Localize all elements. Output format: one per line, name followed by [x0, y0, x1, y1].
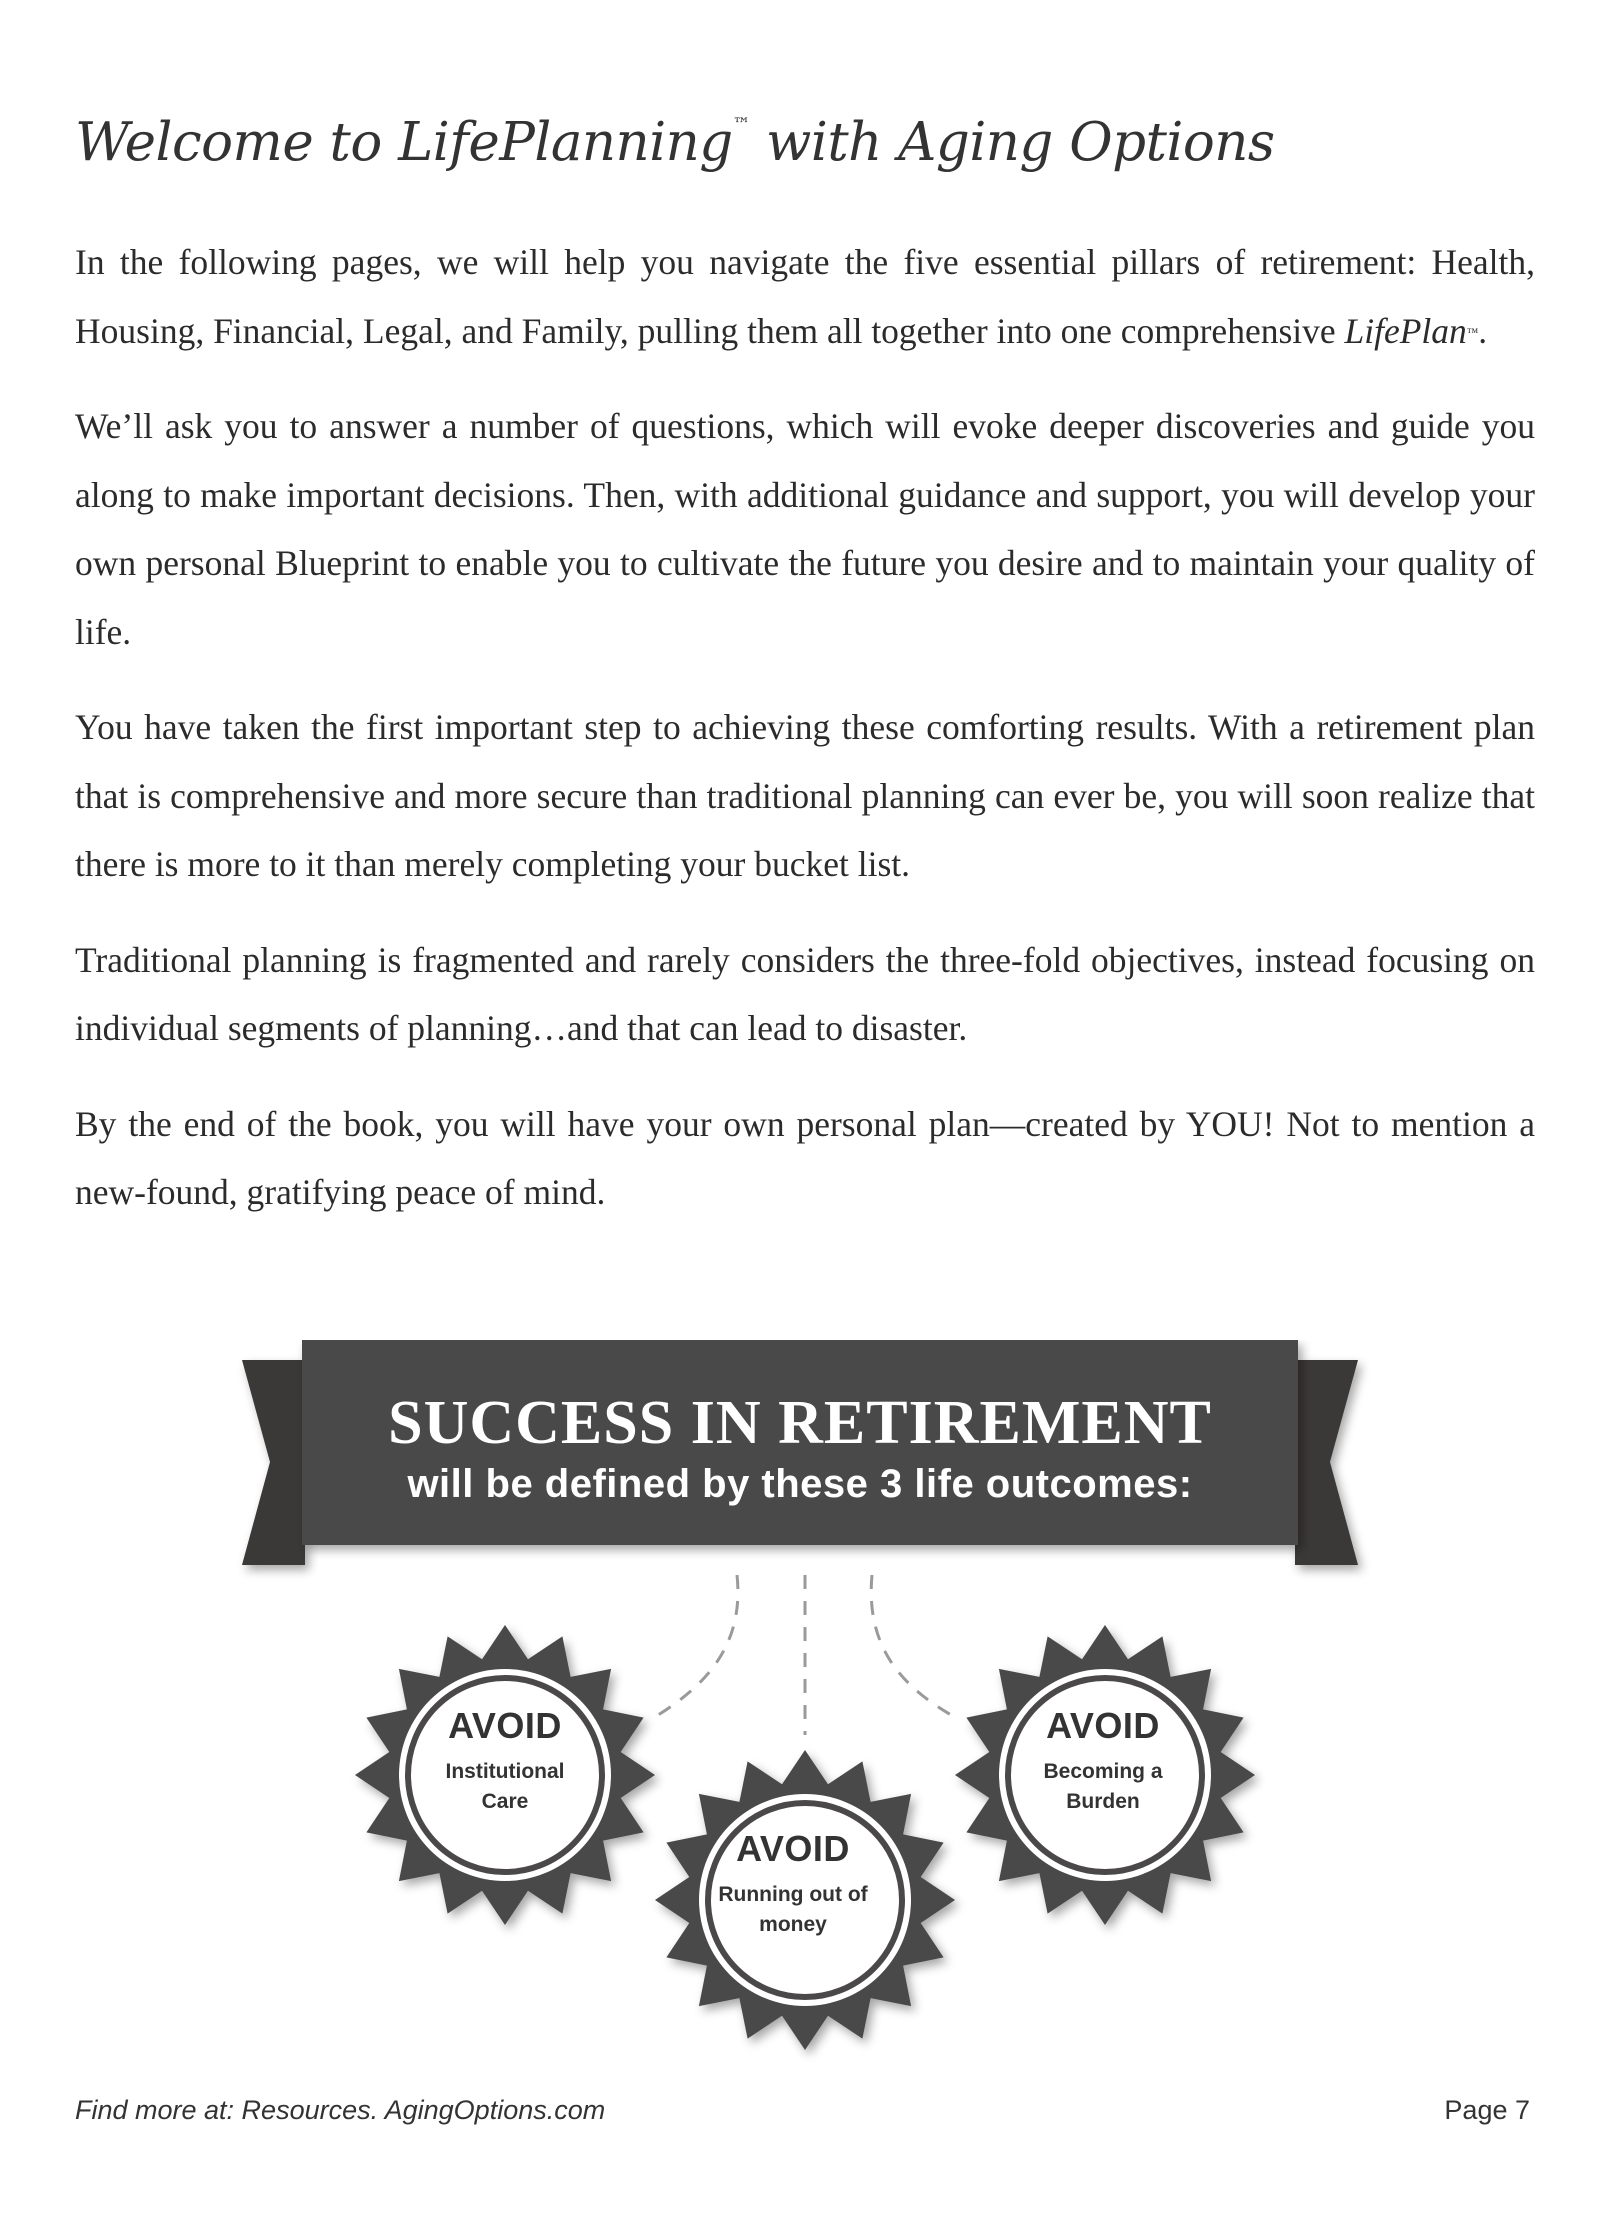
body-text — [75, 228, 1535, 1254]
badge-heading: AVOID — [736, 1828, 850, 1869]
paragraph-1-text: In the following pages, we will help you navigate the five essential pillars of retirement: Health, Housing, Financial, Legal, and Family, pulling them all together into one comprehensive — [75, 242, 1535, 351]
badge-line-1: Running out of — [718, 1883, 868, 1906]
paragraph-3: You have taken the first important step to achieving these comforting results. With a retirement plan that is comprehensive and more secure than traditional planning can ever be, you will soon realize that there is more to it than merely completing your bucket list. — [75, 707, 1535, 884]
connector-right — [871, 1575, 960, 1720]
outcome-badge-institutional-care — [420, 1705, 590, 1817]
footer-resources-link[interactable]: Find more at: Resources. AgingOptions.com — [75, 2095, 606, 2125]
outcome-badge-becoming-a-burden — [1018, 1705, 1188, 1817]
paragraph-2: We’ll ask you to answer a number of questions, which will evoke deeper discoveries and guide you along to make important decisions. Then, with additional guidance and support, you will develop your own personal Blueprint to enable you to cultivate the future you desire and to maintain your quality of life. — [75, 406, 1535, 652]
paragraph-1 — [75, 228, 1535, 365]
trademark-symbol: ™ — [732, 115, 750, 136]
badge-line-2: money — [759, 1913, 827, 1936]
badge-heading: AVOID — [1046, 1705, 1160, 1746]
banner-subtitle: will be defined by these 3 life outcomes: — [407, 1462, 1193, 1506]
badge-line-1: Becoming a — [1043, 1760, 1163, 1783]
paragraph-5: By the end of the book, you will have your own personal plan—created by YOU! Not to mention a new-found, gratifying peace of mind. — [75, 1103, 1535, 1212]
badge-heading: AVOID — [448, 1705, 562, 1746]
badge-line-1: Institutional — [445, 1760, 565, 1783]
paragraph-1-end: . — [1478, 310, 1488, 351]
badge-line-2: Care — [481, 1790, 529, 1813]
connector-left — [650, 1575, 738, 1720]
page-number: Page 7 — [1444, 2095, 1530, 2125]
title-text: Welcome to LifePlanning — [75, 112, 733, 173]
lifeplan-term: LifePlan — [1344, 310, 1467, 351]
outcome-badge-running-out-of-money — [708, 1828, 878, 1940]
lifeplan-trademark: ™ — [1466, 325, 1479, 339]
success-infographic — [0, 1340, 1600, 2100]
badge-line-2: Burden — [1066, 1790, 1140, 1813]
page-title — [75, 112, 1275, 173]
paragraph-4: Traditional planning is fragmented and rarely considers the three-fold objectives, instead focusing on individual segments of planning…and that can lead to disaster. — [75, 939, 1535, 1048]
title-suffix: with Aging Options — [749, 112, 1275, 173]
banner-title: SUCCESS IN RETIREMENT — [388, 1389, 1212, 1457]
